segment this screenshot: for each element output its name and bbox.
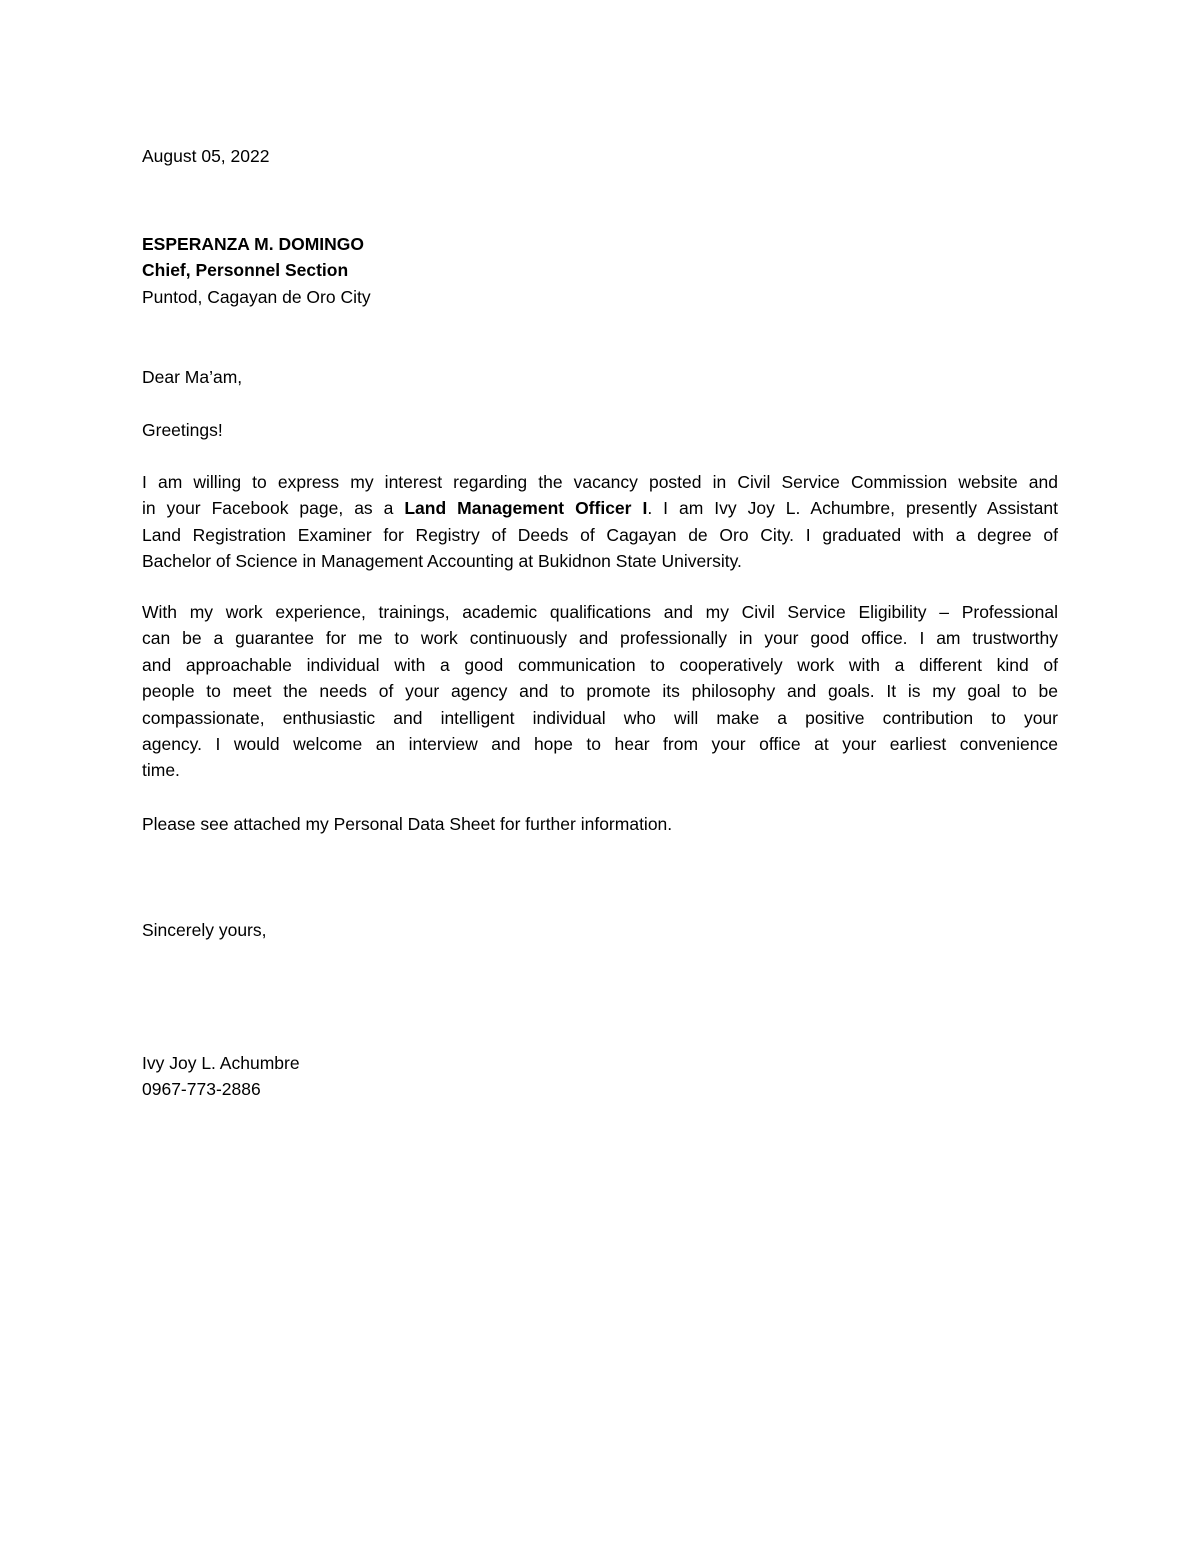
letter-date-block (142, 143, 1058, 169)
sender-name: Ivy Joy L. Achumbre (142, 1053, 300, 1073)
position-title: Land Management Officer I (404, 498, 648, 519)
sender-block (142, 1050, 1058, 1103)
paragraph-1-text: . I am Ivy Joy L. Achumbre, presently Assistant (647, 498, 1058, 519)
sender-phone: 0967-773-2886 (142, 1079, 261, 1100)
greeting-block (142, 417, 1058, 443)
paragraph-3-line: Please see attached my Personal Data Sheet for further information. (142, 814, 673, 834)
paragraph-1-line: Land Registration Examiner for Registry of Deeds of Cagayan de Oro City. I graduated with a degree of (142, 524, 1058, 545)
recipient-title: Chief, Personnel Section (142, 260, 349, 281)
paragraph-3 (142, 811, 1058, 837)
paragraph-2 (142, 599, 1058, 784)
closing: Sincerely yours, (142, 920, 267, 940)
paragraph-1-text: in your Facebook page, as a (142, 498, 405, 519)
paragraph-2-line: compassionate, enthusiastic and intelligent individual who will make a positive contribution to your (142, 707, 1058, 728)
paragraph-2-line: can be a guarantee for me to work continuously and professionally in your good office. I am trustworthy (142, 628, 1058, 649)
paragraph-2-line: and approachable individual with a good communication to cooperatively work with a different kind of (142, 654, 1058, 675)
paragraph-2-line: With my work experience, trainings, academic qualifications and my Civil Service Eligibility – Professional (142, 602, 1058, 622)
greeting: Greetings! (142, 420, 223, 440)
salutation: Dear Ma’am, (142, 367, 243, 387)
recipient-address: Puntod, Cagayan de Oro City (142, 286, 371, 307)
salutation-block (142, 364, 1058, 390)
paragraph-2-line: agency. I would welcome an interview and hope to hear from your office at your earliest convenience (142, 734, 1058, 755)
paragraph-2-line: time. (142, 760, 180, 781)
paragraph-1-line (142, 495, 1058, 521)
closing-block (142, 917, 1058, 943)
paragraph-1 (142, 469, 1058, 575)
recipient-block (142, 231, 1058, 310)
recipient-name: ESPERANZA M. DOMINGO (142, 234, 364, 254)
paragraph-1-line: I am willing to express my interest regarding the vacancy posted in Civil Service Commission website and (142, 472, 1058, 492)
paragraph-2-line: people to meet the needs of your agency and to promote its philosophy and goals. It is my goal to be (142, 681, 1058, 702)
paragraph-1-line: Bachelor of Science in Management Accounting at Bukidnon State University. (142, 551, 742, 572)
letter-date: August 05, 2022 (142, 146, 270, 166)
